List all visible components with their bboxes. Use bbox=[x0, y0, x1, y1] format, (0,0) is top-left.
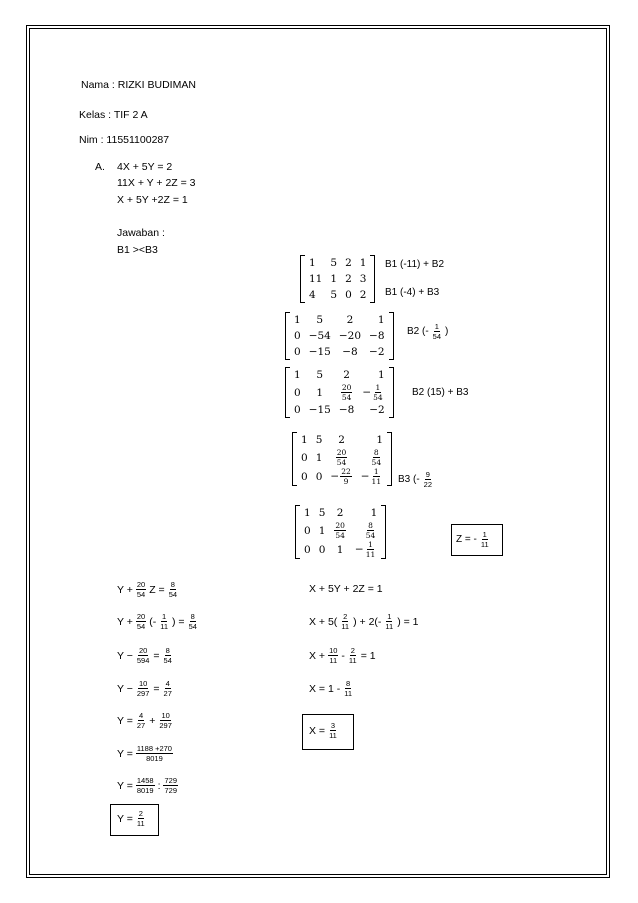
answer-label: Jawaban : bbox=[117, 227, 165, 239]
row-swap-operation: B1 ><B3 bbox=[117, 244, 158, 256]
x-step-3: X + $\frac{10}{11}$ - $\frac{2}{11}$ = 1 bbox=[309, 646, 376, 665]
y-step-1: Y + $\frac{20}{54}$ Z = $\frac{8}{54}$ bbox=[117, 580, 178, 599]
matrix-1-op-2: B1 (-4) + B3 bbox=[385, 287, 440, 298]
x-step-4: X = 1 - $\frac{8}{11}$ bbox=[309, 679, 353, 698]
x-step-1: X + 5Y + 2Z = 1 bbox=[309, 583, 383, 595]
student-class: Kelas : TIF 2 A bbox=[79, 109, 148, 121]
matrix-1-op-1: B1 (-11) + B2 bbox=[385, 259, 445, 270]
matrix-2-op: B2 (- $\frac{1}{54}$ ) bbox=[407, 322, 449, 341]
x-result: X = $\frac{3}{11}$ bbox=[309, 721, 337, 740]
matrix-3: 1 5 2 1 0 1 $\frac{20}{54}$ − $\frac{1}{54}$ 0 −15 −8 −2 bbox=[285, 367, 394, 418]
matrix-2: 1 5 2 1 0 −54 −20 −8 0 −15 −8 −2 bbox=[285, 312, 394, 360]
problem-label: A. bbox=[95, 161, 105, 173]
y-step-6: Y = $\frac{1188 +270}{8019}$ bbox=[117, 744, 172, 763]
matrix-4-op: B3 (- $\frac{9}{22}$ bbox=[398, 470, 433, 489]
matrix-5: 1 5 2 1 0 1 $\frac{20}{54}$ $\frac{8}{54}$ 0 0 1 − $\frac{1}{11}$ bbox=[295, 505, 386, 559]
student-name: Nama : RIZKI BUDIMAN bbox=[81, 79, 196, 91]
y-step-3: Y − $\frac{20}{594}$ = $\frac{8}{54}$ bbox=[117, 646, 172, 665]
y-result: Y = $\frac{2}{11}$ bbox=[117, 809, 145, 828]
y-step-2: Y + $\frac{20}{54}$ (- $\frac{1}{11}$ ) = $\frac{8}{54}$ bbox=[117, 612, 197, 631]
x-step-2: X + 5( $\frac{2}{11}$ ) + 2(- $\frac{1}{11}$ ) = 1 bbox=[309, 612, 419, 631]
equation-1: 4X + 5Y = 2 bbox=[117, 161, 173, 173]
equation-3: X + 5Y +2Z = 1 bbox=[117, 194, 188, 206]
y-step-4: Y − $\frac{10}{297}$ = $\frac{4}{27}$ bbox=[117, 679, 172, 698]
matrix-1: 1 5 2 1 11 1 2 3 4 5 0 2 bbox=[300, 255, 375, 303]
student-nim: Nim : 11551100287 bbox=[79, 134, 170, 146]
matrix-3-op: B2 (15) + B3 bbox=[412, 387, 469, 398]
matrix-4: 1 5 2 1 0 1 $\frac{20}{54}$ $\frac{8}{54}$ 0 0 − $\frac{22}{9}$ − $\frac{1}{11}$ bbox=[292, 432, 392, 486]
z-result: Z = - $\frac{1}{11}$ bbox=[456, 530, 489, 549]
equation-2: 11X + Y + 2Z = 3 bbox=[117, 177, 196, 189]
y-step-5: Y = $\frac{4}{27}$ + $\frac{10}{297}$ bbox=[117, 711, 172, 730]
y-step-7: Y = $\frac{1458}{8019}$ : $\frac{729}{729}$ bbox=[117, 776, 177, 795]
